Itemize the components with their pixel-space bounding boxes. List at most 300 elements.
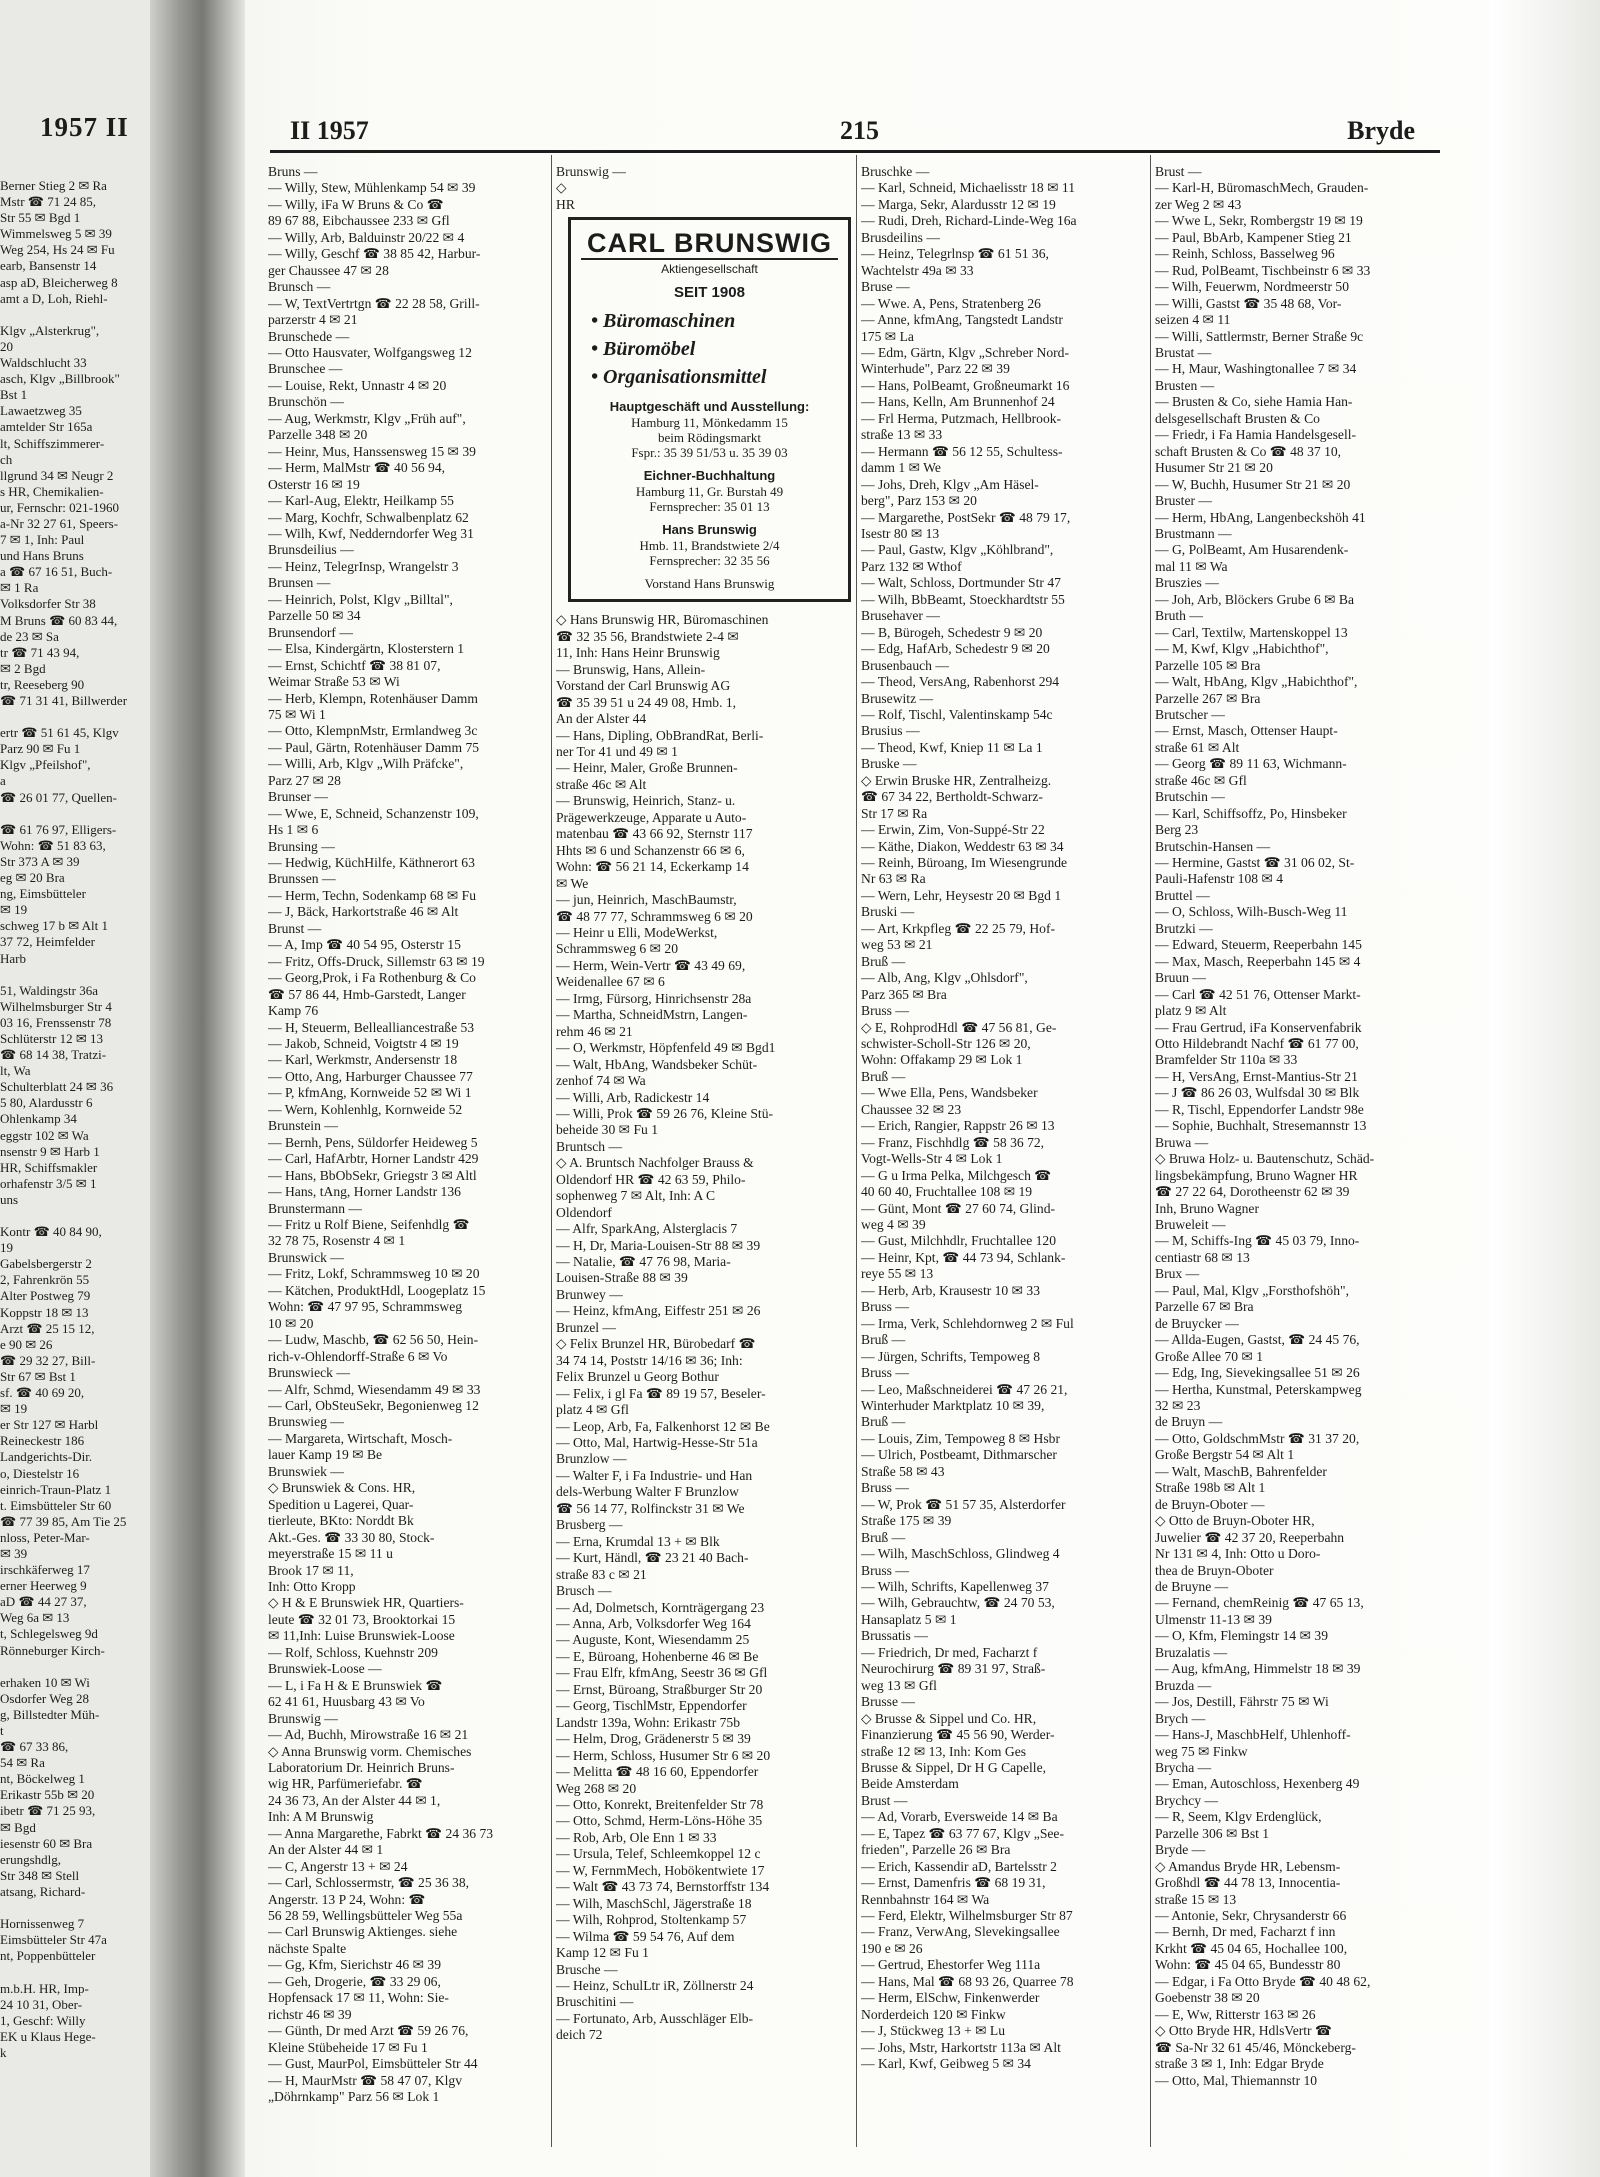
directory-entry-line: — Günt, Mont ☎ 27 60 74, Glind- [861, 1200, 1056, 1216]
directory-entry-line: — jun, Heinrich, MaschBaumstr, [556, 892, 737, 908]
directory-entry-line: Wachtelstr 49a ✉ 33 [861, 262, 974, 278]
directory-entry-line: straße 3 ✉ 1, Inh: Edgar Bryde [1155, 2056, 1324, 2072]
directory-entry-line: — Kätchen, ProduktHdl, Loogeplatz 15 [268, 1282, 486, 1298]
directory-entry-line: ◇ Brusse & Sippel und Co. HR, [861, 1710, 1037, 1726]
directory-entry-line: — Margareta, Wirtschaft, Mosch- [268, 1430, 453, 1446]
directory-entry-line: — Franz, Fischhdlg ☎ 58 36 72, [861, 1134, 1045, 1150]
directory-entry-line: — Heinz, Telegrlnsp ☎ 61 51 36, [861, 246, 1049, 262]
left-page-line: und Hans Bruns [0, 548, 84, 564]
directory-entry-line: — Georg, TischlMstr, Eppendorfer [556, 1698, 747, 1714]
directory-entry-line: — Ferd, Elektr, Wilhelmsburger Str 87 [861, 1908, 1073, 1924]
left-page-line: Kontr ☎ 40 84 90, [0, 1224, 102, 1240]
directory-entry-line: — Paul, BbArb, Kampener Stieg 21 [1155, 229, 1352, 245]
directory-entry-line: — Gg, Kfm, Sierichstr 46 ✉ 39 [268, 1957, 441, 1973]
directory-entry-line: Vogt-Wells-Str 4 ✉ Lok 1 [861, 1151, 1003, 1167]
directory-entry-line: — Leo, Maßschneiderei ☎ 47 26 21, [861, 1381, 1068, 1397]
directory-entry-line: Louisen-Straße 88 ✉ 39 [556, 1270, 688, 1286]
directory-entry-line: — Willi, Prok ☎ 59 26 76, Kleine Stü- [556, 1105, 774, 1121]
directory-entry-line: — Leop, Arb, Fa, Falkenhorst 12 ✉ Be [556, 1418, 770, 1434]
directory-entry-line: straße 12 ✉ 13, Inh: Kom Ges [861, 1743, 1027, 1759]
directory-entry-line: Parzelle 306 ✉ Bst 1 [1155, 1825, 1270, 1841]
page-header [290, 112, 1415, 150]
directory-entry-line: Bruß — [861, 1414, 906, 1430]
directory-entry-line: — Otto, Schmd, Herm-Löns-Höhe 35 [556, 1813, 763, 1829]
directory-entry-line: damm 1 ✉ We [861, 460, 941, 476]
left-page-line: orhafenstr 3/5 ✉ 1 [0, 1175, 97, 1191]
directory-entry-line: — Karl, Schiffsoffz, Po, Hinsbeker [1155, 805, 1347, 821]
directory-entry-line: — Heinz, SchulLtr iR, Zöllnerstr 24 [556, 1977, 754, 1993]
directory-entry-line: Brunsen — [268, 575, 331, 591]
directory-entry-line: — Herm, ElSchw, Finkenwerder [861, 1990, 1040, 2006]
directory-entry-line: — Ludw, Maschb, ☎ 62 56 50, Hein- [268, 1332, 479, 1348]
directory-entry-line: — Willy, Geschf ☎ 38 85 42, Harbur- [268, 246, 481, 262]
directory-entry-line: — Jakob, Schneid, Voigtstr 4 ✉ 19 [268, 1036, 459, 1052]
directory-entry-line: — R, Seem, Klgv Erdenglück, [1155, 1809, 1322, 1825]
directory-entry-line: Brusehaver — [861, 608, 940, 624]
directory-entry-line: — Herb, Arb, Krausestr 10 ✉ 33 [861, 1282, 1041, 1298]
directory-entry-line: Straße 175 ✉ 39 [861, 1513, 952, 1529]
directory-entry-line: Finanzierung ☎ 45 56 90, Werder- [861, 1727, 1055, 1743]
directory-entry-line: Isestr 80 ✉ 13 [861, 525, 940, 541]
directory-entry-line: Inh, Bruno Wagner [1155, 1200, 1259, 1216]
directory-entry-line: Bruzda — [1155, 1677, 1212, 1693]
directory-entry-line: ner Tor 41 und 49 ✉ 1 [556, 743, 678, 759]
directory-entry-line: — Melitta ☎ 48 16 60, Eppendorfer [556, 1764, 759, 1780]
directory-entry-line: — Margarethe, PostSekr ☎ 48 79 17, [861, 509, 1071, 525]
directory-entry-line: Bruwa — [1155, 1134, 1209, 1150]
left-page-line: asp aD, Bleicherweg 8 [0, 274, 118, 290]
directory-entry-line: — Wilh, BbBeamt, Stoeckhardtstr 55 [861, 591, 1065, 607]
page-volume-year: II 1957 [290, 116, 369, 145]
directory-entry-line: — H, MaurMstr ☎ 58 47 07, Klgv [268, 2072, 463, 2088]
directory-entry-line: — Ad, Buchh, Mirowstraße 16 ✉ 21 [268, 1727, 469, 1743]
book-spine [150, 0, 245, 2177]
directory-entry-line: ✉ 11,Inh: Luise Brunswiek-Loose [268, 1628, 455, 1644]
directory-entry-line: straße 83 c ✉ 21 [556, 1566, 647, 1582]
directory-entry-line: Chaussee 32 ✉ 23 [861, 1101, 962, 1117]
directory-entry-line: — Fritz u Rolf Biene, Seifenhdlg ☎ [268, 1217, 470, 1232]
directory-entry-line: Parz 365 ✉ Bra [861, 986, 947, 1002]
directory-entry-line: 24 36 73, An der Alster 44 ✉ 1, [268, 1792, 441, 1808]
advertisement-since: SEIT 1908 [674, 284, 745, 302]
left-page-line: 54 ✉ Ra [0, 1755, 45, 1771]
directory-entry-line: — W, Buchh, Husumer Str 21 ✉ 20 [1155, 476, 1351, 492]
directory-entry-line: — Herm, Wein-Vertr ☎ 43 49 69, [556, 957, 746, 973]
directory-entry-line: — Günth, Dr med Arzt ☎ 59 26 76, [268, 2023, 469, 2039]
directory-entry-line: — Erwin, Zim, Von-Suppé-Str 22 [861, 822, 1045, 838]
left-page-line: t, Schlegelsweg 9d [0, 1626, 98, 1642]
directory-entry-line: 40 60 40, Fruchtallee 108 ✉ 19 [861, 1184, 1033, 1200]
directory-entry-line: — Carl, Schlossermstr, ☎ 25 36 38, [268, 1875, 470, 1891]
directory-entry-line: Brust — [861, 1792, 908, 1808]
directory-entry-line: — Karl-Aug, Elektr, Heilkamp 55 [268, 493, 454, 509]
directory-entry-line: Prägewerkzeuge, Apparate u Auto- [556, 809, 747, 825]
directory-entry-line: — O, Kfm, Flemingstr 14 ✉ 39 [1155, 1628, 1329, 1644]
directory-entry-line: Bruttel — [1155, 887, 1210, 903]
directory-entry-line: — Franz, VerwAng, Slevekingsallee [861, 1924, 1060, 1940]
directory-column-3 [861, 164, 1146, 2149]
directory-entry-line: Parz 132 ✉ Wthof [861, 558, 962, 574]
directory-entry-line: — A, Imp ☎ 40 54 95, Osterstr 15 [268, 937, 461, 953]
left-page-text [0, 178, 150, 2061]
directory-entry-line: Bruntsch — [556, 1138, 623, 1154]
left-page-line: Volksdorfer Str 38 [0, 596, 96, 612]
directory-entry-line: schwister-Scholl-Str 126 ✉ 20, [861, 1036, 1031, 1052]
left-page-line: a-Nr 32 27 61, Speers- [0, 515, 119, 531]
directory-entry-line: — Fritz, Lokf, Schrammsweg 10 ✉ 20 [268, 1266, 480, 1282]
directory-entry-line: — Heinz, kfmAng, Eiffestr 251 ✉ 26 [556, 1303, 761, 1319]
directory-entry-line: Norderdeich 120 ✉ Finkw [861, 2006, 1006, 2022]
left-page-line: 37 72, Heimfelder [0, 934, 95, 950]
directory-entry-line: Oldendorf [556, 1204, 612, 1220]
left-page-line: ✉ 19 [0, 902, 28, 918]
left-page-line: ✉ 1 Ra [0, 580, 39, 596]
directory-entry-line: — L, i Fa H & E Brunswiek ☎ [268, 1677, 443, 1693]
left-page-line: Alter Postweg 79 [0, 1288, 91, 1304]
directory-entry-line: — Paul, Gastw, Klgv „Köhlbrand", [861, 542, 1054, 558]
directory-entry-line: — Hans, PolBeamt, Großneumarkt 16 [861, 377, 1070, 393]
directory-entry-line: — Heinr, Mus, Hanssensweg 15 ✉ 39 [268, 443, 476, 459]
advertisement-heading: Hans Brunswig [662, 522, 757, 538]
directory-entry-line: — Johs, Dreh, Klgv „Am Häsel- [861, 476, 1039, 492]
left-page-line: erungshdlg, [0, 1851, 62, 1867]
directory-entry-line: — Otto, Mal, Thiemannstr 10 [1155, 2072, 1318, 2088]
directory-entry-line: Wohn: ☎ 47 97 95, Schrammsweg [268, 1299, 463, 1315]
advertisement-item: • Organisationsmittel [591, 366, 767, 389]
left-page-line: Waldschlucht 33 [0, 355, 87, 371]
left-page-line: atsang, Richard- [0, 1883, 86, 1899]
directory-entry-line: Spedition u Lagerei, Quar- [268, 1496, 414, 1512]
directory-entry-line: de Bruyn — [1155, 1414, 1223, 1430]
directory-entry-line: — Frl Herma, Putzmach, Hellbrook- [861, 410, 1062, 426]
left-page-line: ✉ 2 Bgd [0, 660, 46, 676]
left-page-line: 2, Fahrenkrön 55 [0, 1272, 90, 1288]
left-page-line: Parz 90 ✉ Fu 1 [0, 741, 81, 757]
left-page-line: Lawaetzweg 35 [0, 403, 82, 419]
left-page-line: amt a D, Loh, Riehl- [0, 290, 108, 306]
directory-entry-line: — Otto, GoldschmMstr ☎ 31 37 20, [1155, 1430, 1360, 1446]
directory-entry-line: seizen 4 ✉ 11 [1155, 312, 1231, 328]
directory-entry-line: — Hertha, Kunstmal, Peterskampweg [1155, 1381, 1362, 1397]
directory-entry-line: — Paul, Mal, Klgv „Forsthofshöh", [1155, 1282, 1349, 1298]
directory-entry-line: — Heinr, Kpt, ☎ 44 73 94, Schlank- [861, 1249, 1066, 1265]
left-page-line: g, Billstedter Müh- [0, 1706, 100, 1722]
directory-entry-line: beheide 30 ✉ Fu 1 [556, 1122, 658, 1138]
directory-entry-line: ◇ H & E Brunswiek HR, Quartiers- [268, 1595, 464, 1611]
left-page-line: uns [0, 1191, 19, 1207]
directory-entry-line: Parzelle 105 ✉ Bra [1155, 657, 1261, 673]
directory-entry-line: Bruß — [861, 1068, 906, 1084]
directory-entry-line: meyerstraße 15 ✉ 11 u [268, 1546, 393, 1562]
directory-entry-line: „Döhrnkamp" Parz 56 ✉ Lok 1 [268, 2089, 440, 2105]
directory-entry-line: — Otto, Konrekt, Breitenfelder Str 78 [556, 1796, 764, 1812]
left-page-line: Gabelsbergerstr 2 [0, 1256, 92, 1272]
directory-entry-line: — Walt, HbAng, Wandsbeker Schüt- [556, 1056, 758, 1072]
directory-entry-line: — Hermine, Gastst ☎ 31 06 02, St- [1155, 855, 1355, 871]
directory-entry-line: — Irma, Verk, Schlehdornweg 2 ✉ Ful [861, 1315, 1074, 1331]
directory-entry-line: — Brunswig, Hans, Allein- [556, 661, 706, 677]
left-page-line: ☎ 67 33 86, [0, 1739, 69, 1755]
directory-entry-line: ◇ Hans Brunswig HR, Büromaschinen [556, 612, 769, 628]
left-page-line: Str 348 ✉ Stell [0, 1867, 80, 1883]
directory-entry-line: frieden", Parzelle 26 ✉ Bra [861, 1842, 1011, 1858]
left-page-line: de 23 ✉ Sa [0, 628, 59, 644]
directory-entry-line: straße 46c ✉ Alt [556, 776, 647, 792]
directory-entry-line: Kleine Stübeheide 17 ✉ Fu 1 [268, 2039, 428, 2055]
directory-entry-line: Brustat — [1155, 344, 1212, 360]
directory-entry-line: Straße 198b ✉ Alt 1 [1155, 1480, 1266, 1496]
directory-entry-line: Brunwey — [556, 1286, 623, 1302]
directory-entry-line: parzerstr 4 ✉ 21 [268, 312, 358, 328]
directory-entry-line: — B, Bürogeh, Schedestr 9 ✉ 20 [861, 624, 1043, 640]
directory-entry-line: — Rob, Arb, Ole Enn 1 ✉ 33 [556, 1829, 717, 1845]
directory-entry-line: Juwelier ☎ 42 37 20, Reeperbahn [1155, 1529, 1345, 1545]
directory-entry-line: Bruski — [861, 904, 915, 920]
directory-entry-line: — Rud, PolBeamt, Tischbeinstr 6 ✉ 33 [1155, 262, 1371, 278]
directory-column-2 [556, 164, 851, 2149]
directory-entry-line: straße 15 ✉ 13 [1155, 1891, 1237, 1907]
left-page-line: eg ✉ 20 Bra [0, 870, 65, 886]
directory-column-4 [1155, 164, 1443, 2149]
directory-entry-line: ◇ Otto de Bruyn-Oboter HR, [1155, 1513, 1315, 1529]
directory-entry-line: — Heinz, TelegrInsp, Wrangelstr 3 [268, 558, 459, 574]
directory-entry-line: Brunswieck — [268, 1365, 350, 1381]
directory-entry-line: Parz 27 ✉ 28 [268, 772, 341, 788]
advertisement-item: • Büromöbel [591, 338, 696, 361]
directory-entry-line: Parzelle 267 ✉ Bra [1155, 690, 1261, 706]
directory-entry-line: Oldendorf HR ☎ 42 63 59, Philo- [556, 1171, 746, 1187]
directory-entry-line: — Rolf, Schloss, Kuehnstr 209 [268, 1644, 438, 1660]
directory-entry-line: leute ☎ 32 01 73, Brooktorkai 15 [268, 1611, 456, 1627]
directory-entry-line: — Walt, HbAng, Klgv „Habichthof", [1155, 674, 1358, 690]
directory-entry-line: — Alb, Ang, Klgv „Ohlsdorf", [861, 970, 1028, 986]
directory-entry-line: ◇ Otto Bryde HR, HdlsVertr ☎ [1155, 2023, 1332, 2039]
directory-entry-line: — Herm, Schloss, Husumer Str 6 ✉ 20 [556, 1747, 771, 1763]
directory-entry-line: — Willy, Arb, Balduinstr 20/22 ✉ 4 [268, 229, 465, 245]
directory-entry-line: — Johs, Mstr, Harkortstr 113a ✉ Alt [861, 2039, 1061, 2055]
directory-entry-line: platz 9 ✉ Alt [1155, 1003, 1227, 1019]
directory-entry-line: Nr 63 ✉ Ra [861, 871, 926, 887]
directory-entry-line: — W, Prok ☎ 51 57 35, Alsterdorfer [861, 1496, 1066, 1512]
directory-entry-line: Brunschön — [268, 394, 344, 410]
directory-entry-line: — O, Werkmstr, Höpfenfeld 49 ✉ Bgd1 [556, 1040, 776, 1056]
directory-entry-line: Großhdl ☎ 44 78 13, Innocentia- [1155, 1875, 1341, 1891]
advertisement-heading: Hauptgeschäft und Ausstellung: [609, 399, 810, 415]
left-page-line: Str 373 A ✉ 39 [0, 853, 80, 869]
directory-entry-line: — Fernand, chemReinig ☎ 47 65 13, [1155, 1595, 1364, 1611]
directory-entry-line: — Otto, Ang, Harburger Chaussee 77 [268, 1068, 473, 1084]
directory-entry-line: weg 75 ✉ Finkw [1155, 1743, 1248, 1759]
directory-entry-line: Brook 17 ✉ 11, [268, 1562, 354, 1578]
left-page-line: 51, Waldingstr 36a [0, 982, 99, 998]
left-page-line: t [0, 1723, 4, 1738]
left-page-line: Berner Stieg 2 ✉ Ra [0, 178, 107, 193]
left-page-line: ch [0, 451, 13, 467]
directory-entry-line: Bruzalatis — [1155, 1644, 1228, 1660]
directory-entry-line: — Paul, Gärtn, Rotenhäuser Damm 75 [268, 739, 480, 755]
left-page-line: 20 [0, 338, 13, 354]
directory-entry-line: — Louis, Zim, Tempoweg 8 ✉ Hsbr [861, 1430, 1060, 1446]
left-page-line [0, 709, 150, 725]
directory-entry-line: Winterhude", Parz 22 ✉ 39 [861, 361, 1010, 377]
directory-entry-line: ☎ 27 22 64, Dorotheenstr 62 ✉ 39 [1155, 1184, 1350, 1200]
directory-entry-line: — Marg, Kochfr, Schwalbenplatz 62 [268, 509, 469, 525]
directory-entry-line: — Karl, Schneid, Michaelisstr 18 ✉ 11 [861, 180, 1076, 196]
directory-entry-line: Parzelle 50 ✉ 34 [268, 608, 361, 624]
column-divider [551, 155, 552, 2147]
directory-entry-line: Otto Hildebrandt Nachf ☎ 61 77 00, [1155, 1036, 1359, 1052]
directory-entry-line: — Walt ☎ 43 73 74, Bernstorffstr 134 [556, 1879, 770, 1895]
directory-entry-line: — Wilma ☎ 59 54 76, Auf dem [556, 1928, 735, 1944]
left-page-line: 03 16, Frenssenstr 78 [0, 1014, 112, 1030]
directory-entry-line: — Georg ☎ 89 11 63, Wichmann- [1155, 756, 1347, 772]
directory-entry-line: Felix Brunzel u Georg Bothur [556, 1369, 719, 1385]
directory-entry-line: — Rolf, Tischl, Valentinskamp 54c [861, 706, 1053, 722]
directory-entry-line: Wohn: Offakamp 29 ✉ Lok 1 [861, 1052, 1023, 1068]
left-page-line: Klgv „Alsterkrug", [0, 322, 100, 338]
directory-entry-line: Weidenallee 67 ✉ 6 [556, 974, 665, 990]
directory-entry-line: — Herb, Klempn, Rotenhäuser Damm [268, 690, 478, 706]
directory-entry-line: — R, Tischl, Eppendorfer Landstr 98e [1155, 1101, 1364, 1117]
left-page-line: schweg 17 b ✉ Alt 1 [0, 918, 109, 934]
directory-entry-line: Bruschitini — [556, 1994, 634, 2010]
directory-entry-line: Brunschede — [268, 328, 350, 344]
left-page-line: Str 55 ✉ Bgd 1 [0, 210, 81, 226]
directory-entry-line: — Max, Masch, Reeperbahn 145 ✉ 4 [1155, 953, 1361, 969]
directory-entry-line: platz 4 ✉ Gfl [556, 1402, 629, 1418]
directory-entry-line: — Louise, Rekt, Unnastr 4 ✉ 20 [268, 377, 447, 393]
directory-entry-line: — Wilh, Kwf, Nedderndorfer Weg 31 [268, 525, 474, 541]
left-page-line: Wohn: ☎ 51 83 63, [0, 837, 106, 853]
left-page-line: HR, Schiffsmakler [0, 1159, 98, 1175]
directory-entry-line: — Otto Hausvater, Wolfgangsweg 12 [268, 344, 472, 360]
directory-entry-line: — Alfr, SparkAng, Alsterglacis 7 [556, 1221, 738, 1237]
left-page-line: Ohlenkamp 34 [0, 1111, 77, 1127]
directory-entry-line: — Erich, Kassendir aD, Bartelsstr 2 [861, 1858, 1057, 1874]
directory-entry-line: Brussatis — [861, 1628, 928, 1644]
page-keyword: Bryde [1347, 116, 1415, 145]
directory-entry-line: ◇ Anna Brunswig vorm. Chemisches [268, 1743, 472, 1759]
directory-entry-line: — Hans, Dipling, ObBrandRat, Berli- [556, 727, 764, 743]
left-page-line: sf. ☎ 40 69 20, [0, 1385, 85, 1401]
directory-entry-line: — Eman, Autoschloss, Hexenberg 49 [1155, 1776, 1360, 1792]
directory-entry-line: — Walt, MaschB, Bahrenfelder [1155, 1463, 1327, 1479]
facing-left-page [0, 0, 150, 2177]
left-page-line: Landgerichts-Dir. [0, 1449, 93, 1465]
directory-entry-line: — Ernst, Damenfris ☎ 68 19 31, [861, 1875, 1046, 1891]
directory-entry-line: Brutzki — [1155, 920, 1213, 936]
left-page-line: Arzt ☎ 25 15 12, [0, 1320, 95, 1336]
directory-entry-line: — Hans, Mal ☎ 68 93 26, Quarree 78 [861, 1973, 1074, 1989]
directory-entry-line: — Fritz, Offs-Druck, Sillemstr 63 ✉ 19 [268, 953, 485, 969]
left-page-line: nt, Böckelweg 1 [0, 1771, 85, 1787]
directory-entry-line: Angerstr. 13 P 24, Wohn: ☎ [268, 1891, 426, 1907]
directory-entry-line: zer Weg 2 ✉ 43 [1155, 196, 1242, 212]
directory-entry-line: Wohn: ☎ 56 21 14, Eckerkamp 14 [556, 859, 749, 875]
left-page-line: Koppstr 18 ✉ 13 [0, 1304, 89, 1320]
directory-entry-line: Weg 268 ✉ 20 [556, 1780, 637, 1796]
directory-entry-line: Wohn: ☎ 45 04 65, Bundesstr 80 [1155, 1957, 1341, 1973]
directory-column-1 [268, 164, 546, 2149]
directory-entry-line: straße 46c ✉ Gfl [1155, 772, 1247, 788]
directory-entry-line: — G u Irma Pelka, Milchgesch ☎ [861, 1167, 1052, 1183]
directory-entry-line: 32 ✉ 23 [1155, 1397, 1201, 1413]
left-page-line: earb, Bansenstr 14 [0, 258, 97, 274]
directory-entry-line: Hansaplatz 5 ✉ 1 [861, 1611, 957, 1627]
left-page-line: ☎ 61 76 97, Elligers- [0, 821, 117, 837]
directory-entry-line: — Ad, Vorarb, Eversweide 14 ✉ Ba [861, 1809, 1058, 1825]
left-page-line: tr ☎ 71 43 94, [0, 644, 80, 660]
left-page-line: Weg 254, Hs 24 ✉ Fu [0, 242, 115, 258]
directory-entry-line: — W, FernmMech, Hobökentwiete 17 [556, 1862, 765, 1878]
directory-entry-line: Bruss — [861, 1299, 909, 1315]
directory-entry-line: ◇ Brunswiek & Cons. HR, [268, 1480, 416, 1496]
left-page-line: ng, Eimsbütteler [0, 886, 86, 902]
directory-entry-line: richstr 46 ✉ 39 [268, 2006, 352, 2022]
left-page-line: ✉ 39 [0, 1545, 28, 1561]
directory-entry-line: — Frau Elfr, kfmAng, Seestr 36 ✉ Gfl [556, 1665, 768, 1681]
directory-entry-line: — Hans-J, MaschbHelf, Uhlenhoff- [1155, 1727, 1351, 1743]
directory-entry-line: — Anne, kfmAng, Tangstedt Landstr [861, 312, 1063, 328]
directory-entry-line: — Willi, Gastst ☎ 35 48 68, Vor- [1155, 295, 1342, 311]
directory-entry-line: — Wwe. A, Pens, Stratenberg 26 [861, 295, 1041, 311]
left-page-line: ☎ 71 31 41, Billwerder [0, 693, 128, 708]
left-page-line: Schulterblatt 24 ✉ 36 [0, 1079, 114, 1095]
advertisement-text: Hamburg 11, Mönkedamm 15 [631, 415, 788, 431]
left-page-line: ☎ 29 32 27, Bill- [0, 1352, 96, 1368]
directory-entry-line: — Hedwig, KüchHilfe, Käthnerort 63 [268, 855, 475, 871]
left-page-line: ibetr ☎ 71 25 93, [0, 1803, 96, 1819]
directory-entry-line: Bruster — [1155, 493, 1213, 509]
advertisement-text: Hmb. 11, Brandstwiete 2/4 [639, 538, 780, 554]
directory-entry-line: — Carl, HafArbtr, Horner Landstr 429 [268, 1151, 479, 1167]
directory-entry-line: Brusewitz — [861, 690, 934, 706]
directory-entry-line: — Wilh, Schrifts, Kapellenweg 37 [861, 1578, 1049, 1594]
directory-entry-line: — Edgar, i Fa Otto Bryde ☎ 40 48 62, [1155, 1973, 1371, 1989]
directory-entry-line: HR [556, 196, 575, 212]
directory-entry-line: — Heinr, Maler, Große Brunnen- [556, 760, 738, 776]
directory-entry-line: reye 55 ✉ 13 [861, 1266, 934, 1282]
directory-entry-line: 32 78 75, Rosenstr 4 ✉ 1 [268, 1233, 406, 1249]
left-page-line: nsenstr 9 ✉ Harb 1 [0, 1143, 100, 1159]
directory-entry-line: Straße 58 ✉ 43 [861, 1463, 945, 1479]
directory-entry-line: Bruszies — [1155, 575, 1219, 591]
directory-entry-line: Bruss — [861, 1365, 909, 1381]
directory-entry-line: — Rudi, Dreh, Richard-Linde-Weg 16a [861, 213, 1077, 229]
directory-entry-line: — Elsa, Kindergärtn, Klosterstern 1 [268, 641, 465, 657]
left-page-line: Weg 6a ✉ 13 [0, 1610, 70, 1626]
left-page-line: nloss, Peter-Mar- [0, 1529, 90, 1545]
directory-entry-line: — Edm, Gärtn, Klgv „Schreber Nord- [861, 344, 1070, 360]
directory-entry-line: — Ernst, Schichtf ☎ 38 81 07, [268, 657, 441, 673]
directory-entry-line: 190 e ✉ 26 [861, 1940, 923, 1956]
directory-entry-line: Brunzlow — [556, 1451, 627, 1467]
directory-entry-line: — Erich, Rangier, Rappstr 26 ✉ 13 [861, 1118, 1055, 1134]
directory-entry-line: — Heinr u Elli, ModeWerkst, [556, 924, 718, 940]
directory-entry-line: Hhts ✉ 6 und Schanzenstr 66 ✉ 6, [556, 842, 745, 858]
directory-entry-line: Osterstr 16 ✉ 19 [268, 476, 360, 492]
directory-entry-line: — Antonie, Sekr, Chrysanderstr 66 [1155, 1908, 1347, 1924]
directory-entry-line: Brunswieg — [268, 1414, 344, 1430]
directory-entry-line: Bruns — [268, 164, 318, 179]
directory-entry-line: — Carl, ObSteuSekr, Begonienweg 12 [268, 1397, 479, 1413]
left-page-line: Reineckestr 186 [0, 1433, 85, 1449]
directory-entry-line: Bruske — [861, 756, 917, 772]
left-page-line: 19 [0, 1240, 13, 1256]
directory-entry-line: 10 ✉ 20 [268, 1315, 314, 1331]
left-page-line: t. Eimsbütteler Str 60 [0, 1497, 112, 1513]
left-page-line: ☎ 68 14 38, Tratzi- [0, 1047, 107, 1063]
